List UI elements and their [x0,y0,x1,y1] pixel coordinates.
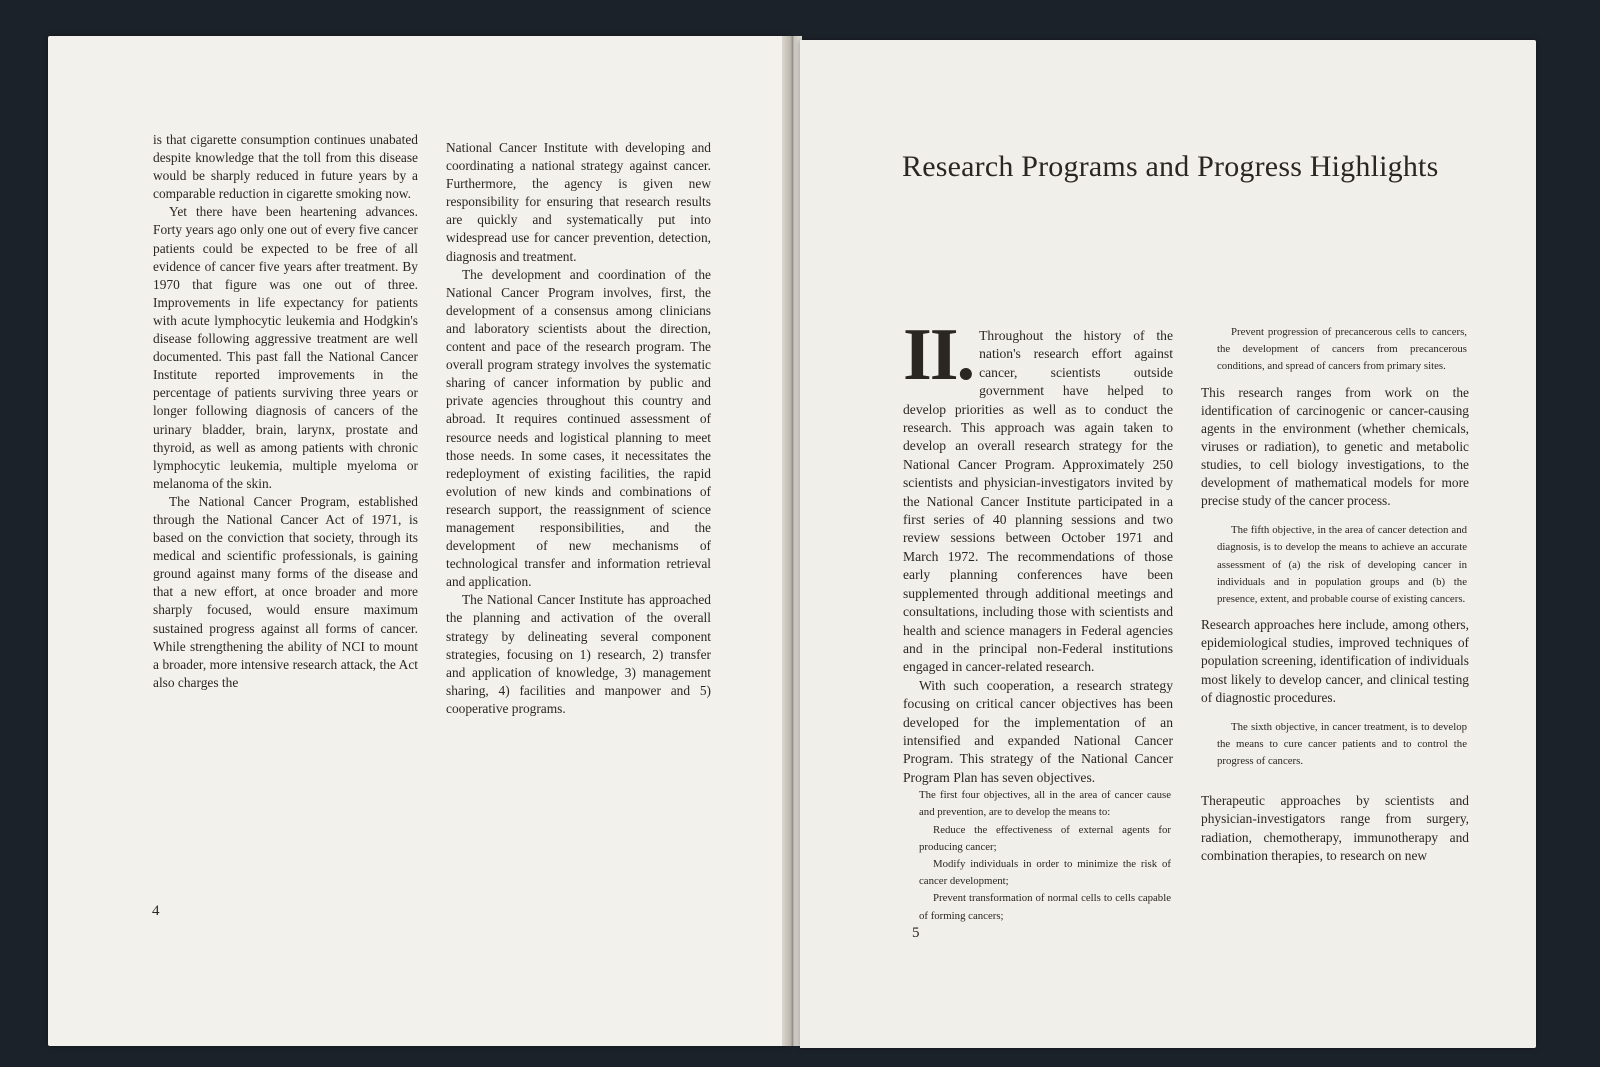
right-column-1 [903,314,1173,925]
objective-text: Prevent progression of precancerous cells to cancers, the development of cancers from precancerous conditions, and spread of cancers from primary sites. [1217,326,1467,373]
lead-paragraph [903,314,1173,677]
paragraph: National Cancer Institute with developing and coordinating a national strategy against cancer. Furthermore, the agency is given new responsibility for ensuring that research results are quickly and systematically put into widespread use for cancer prevention, detection, diagnosis and treatment. [446,140,711,264]
section-title: Research Programs and Progress Highlights [902,150,1439,183]
page-number-right: 5 [912,925,920,941]
book-gutter [782,36,802,1046]
objectives-box [903,787,1173,925]
paragraph: The National Cancer Program, established through the National Cancer Act of 1971, is based on the conviction that society, through its medical and scientific professionals, is gaining ground against many forms of the disease and that a new effort, at once broader and more sharply focused, would ensure maximum sustained progress against all forms of cancer. While strengthening the ability of NCI to mount a broader, more intensive research attack, the Act also charges the [153,493,418,690]
objective-note [1201,324,1469,376]
objective-item: Prevent transformation of normal cells to cells capable of forming cancers; [919,892,1171,922]
lead-text: Throughout the history of the nation's research effort against cancer, scientists outside government have helped to develop priorities as well as to conduct the research. This approach was again taken to develop an overall research strategy for the National Cancer Program. Approximately 250 scientists and physician-investigators invited by the National Cancer Institute participated in a first series of 40 planning sessions and two review sessions between October 1971 and March 1972. The recommendations of those early planning conferences have been supplemented through additional meetings and consultations, including those with scientists and health and science managers in Federal agencies and in the principal non-Federal institutions engaged in cancer-related research. [903,328,1173,675]
page-number-left: 4 [152,903,160,919]
objective-item: Reduce the effectiveness of external agents for producing cancer; [919,823,1171,853]
objective-item: Modify individuals in order to minimize the risk of cancer development; [919,857,1171,888]
left-page [48,36,790,1046]
paragraph: Research approaches here include, among others, epidemiological studies, improved techniques of population screening, identification of individuals most likely to develop cancer, and clinical testing of diagnostic procedures. [1201,617,1469,705]
paragraph: Yet there have been heartening advances. Forty years ago only one out of every five cancer patients could be expected to be free of all evidence of cancer five years after treatment. By 1970 that figure was one out of three. Improvements in life expectancy for patients with acute lymphocytic leukemia and Hodgkin's disease following aggressive treatment are well documented. This past fall the National Cancer Institute reported improvements in the percentage of patients surviving three years or longer following diagnosis of cancers of the urinary bladder, brain, larynx, prostate and thyroid, as well as among patients with chronic lymphocytic leukemia, multiple myeloma or melanoma of the skin. [153,204,418,491]
section-numeral: II. [903,314,974,396]
right-column-2 [1201,324,1469,865]
objective-text: The fifth objective, in the area of cancer detection and diagnosis, is to develop the means to achieve an accurate assessment of (a) the risk of developing cancer in individuals and in population groups and (b) the presence, extent, and probable course of existing cancers. [1217,524,1467,606]
paragraph: is that cigarette consumption continues unabated despite knowledge that the toll from this disease would be sharply reduced in future years by a comparable reduction in cigarette smoking now. [153,132,418,202]
left-column-1 [153,131,418,692]
paragraph: Therapeutic approaches by scientists and physician-investigators range from surgery, radiation, chemotherapy, immunotherapy and combination therapies, to research on new [1201,793,1469,863]
objective-note [1201,719,1469,771]
left-column-2 [446,139,711,718]
right-page [800,40,1536,1048]
paragraph: The National Cancer Institute has approached the planning and activation of the overall strategy by delineating several component strategies, focusing on 1) research, 2) transfer and application of knowledge, 3) management sharing, 4) facilities and manpower and 5) cooperative programs. [446,592,711,716]
objectives-intro: The first four objectives, all in the area of cancer cause and prevention, are to develop the means to: [919,789,1171,819]
paragraph: With such cooperation, a research strategy focusing on critical cancer objectives has been developed for the implementation of an intensified and expanded National Cancer Program. This strategy of the National Cancer Program Plan has seven objectives. [903,677,1173,785]
objective-note [1201,522,1469,608]
objective-text: The sixth objective, in cancer treatment, is to develop the means to cure cancer patients and to control the progress of cancers. [1217,720,1467,768]
paragraph: This research ranges from work on the identification of carcinogenic or cancer-causing agents in the environment (whether chemicals, viruses or radiation), to genetic and metabolic studies, to cell biology investigations, to the development of mathematical models for more precise study of the cancer process. [1201,384,1469,509]
paragraph: The development and coordination of the National Cancer Program involves, first, the development of a consensus among clinicians and laboratory scientists about the direction, content and pace of the research program. The overall program strategy involves the systematic sharing of cancer information by public and private agencies throughout this country and abroad. It requires continued assessment of resource needs and logistical planning to meet those needs. In some cases, it necessitates the redeployment of existing facilities, the rapid evolution of new kinds and combinations of research support, the reassignment of science management responsibilities, and the development of new mechanisms of technological transfer and information retrieval and application. [446,266,711,590]
